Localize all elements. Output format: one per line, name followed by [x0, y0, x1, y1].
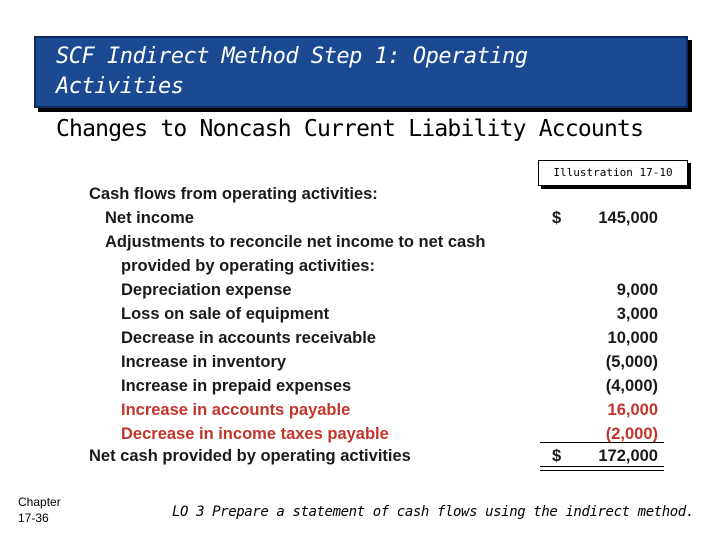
chapter-label: [18, 494, 61, 526]
chapter-page: 17-36: [18, 511, 49, 525]
item-value: 3,000: [616, 305, 658, 323]
net-income-dollar: $: [552, 209, 562, 227]
item-label: Decrease in accounts receivable: [121, 329, 376, 347]
adjustments-line2: provided by operating activities:: [121, 257, 375, 275]
net-income-label: Net income: [105, 209, 194, 227]
learning-objective: LO 3 Prepare a statement of cash flows using the indirect method.: [172, 504, 694, 520]
item-value: 9,000: [616, 281, 658, 299]
title-box: [34, 36, 688, 108]
chapter-text: Chapter: [18, 495, 61, 509]
item-value: (5,000): [605, 353, 658, 371]
item-label-highlight: Decrease in income taxes payable: [121, 425, 389, 443]
item-label-highlight: Increase in accounts payable: [121, 401, 351, 419]
total-dollar: $: [552, 447, 562, 465]
net-income-value: 145,000: [598, 209, 658, 227]
total-double-rule: [540, 466, 664, 471]
total-label: Net cash provided by operating activities: [89, 447, 411, 465]
subtotal-rule: [540, 442, 664, 443]
item-label: Depreciation expense: [121, 281, 292, 299]
illustration-label: Illustration 17-10: [538, 160, 688, 186]
slide-title: [56, 42, 676, 102]
item-value-highlight: 16,000: [607, 401, 658, 419]
item-value: 10,000: [607, 329, 658, 347]
item-label: Increase in prepaid expenses: [121, 377, 352, 395]
slide-title-line1: SCF Indirect Method Step 1: Operating: [56, 44, 528, 69]
slide-title-line2: Activities: [56, 74, 184, 99]
slide-subtitle: Changes to Noncash Current Liability Accounts: [56, 116, 644, 142]
item-value: (4,000): [605, 377, 658, 395]
total-value: 172,000: [598, 447, 658, 465]
item-value-highlight: (2,000): [605, 425, 658, 443]
statement-heading: Cash flows from operating activities:: [89, 185, 378, 203]
adjustments-line1: Adjustments to reconcile net income to net cash: [105, 233, 486, 251]
item-label: Loss on sale of equipment: [121, 305, 330, 323]
item-label: Increase in inventory: [121, 353, 287, 371]
